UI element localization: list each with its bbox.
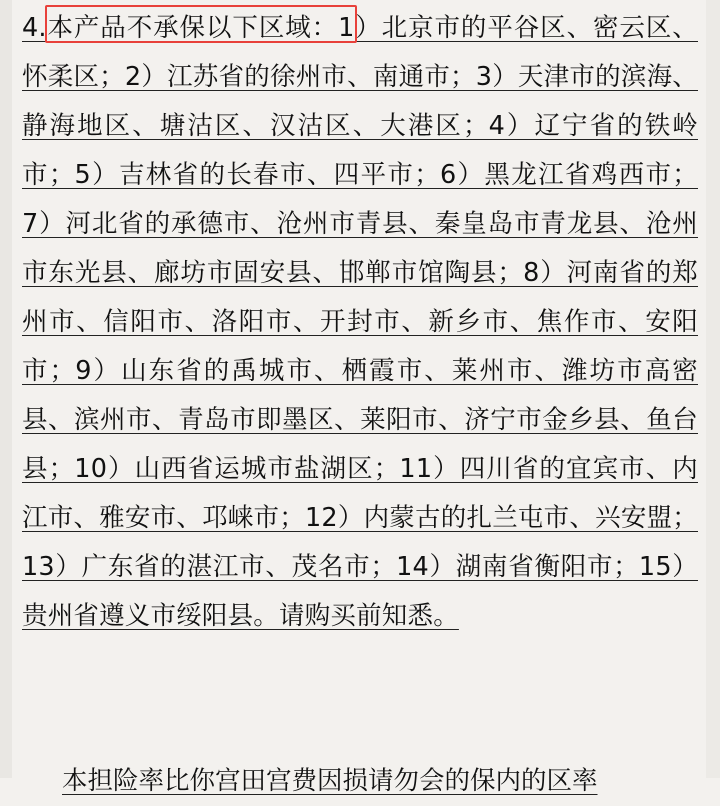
page-right-edge bbox=[706, 0, 720, 778]
paragraph-exclusions: 4.本产品不承保以下区域：1）北京市的平谷区、密云区、怀柔区；2）江苏省的徐州市、南通市；3）天津市的滨海、静海地区、塘沽区、汉沽区、大港区；4）辽宁省的铁岭市；5）吉林省的长春市、四平市；6）黑龙江省鸡西市；7）河北省的承德市、沧州市青县、秦皇岛市青龙县、沧州市东光县、廊坊市固安县、邯郸市馆陶县；8）河南省的郑州市、信阳市、洛阳市、开封市、新乡市、焦作市、安阳市；9）山东省的禹城市、栖霞市、莱州市、潍坊市高密县、滨州市、青岛市即墨区、莱阳市、济宁市金乡县、鱼台县；10）山西省运城市盐湖区；11）四川省的宜宾市、内江市、雅安市、邛崃市；12）内蒙古的扎兰屯市、兴安盟；13）广东省的湛江市、茂名市；14）湖南省衡阳市；15）贵州省遵义市绥阳县。请购买前知悉。 bbox=[22, 13, 698, 631]
document-text-block bbox=[22, 4, 698, 641]
page-left-edge bbox=[0, 0, 12, 778]
paragraph-next-partial: 本担险率比你宫田宫费因损请勿会的保内的区率 bbox=[62, 766, 598, 796]
